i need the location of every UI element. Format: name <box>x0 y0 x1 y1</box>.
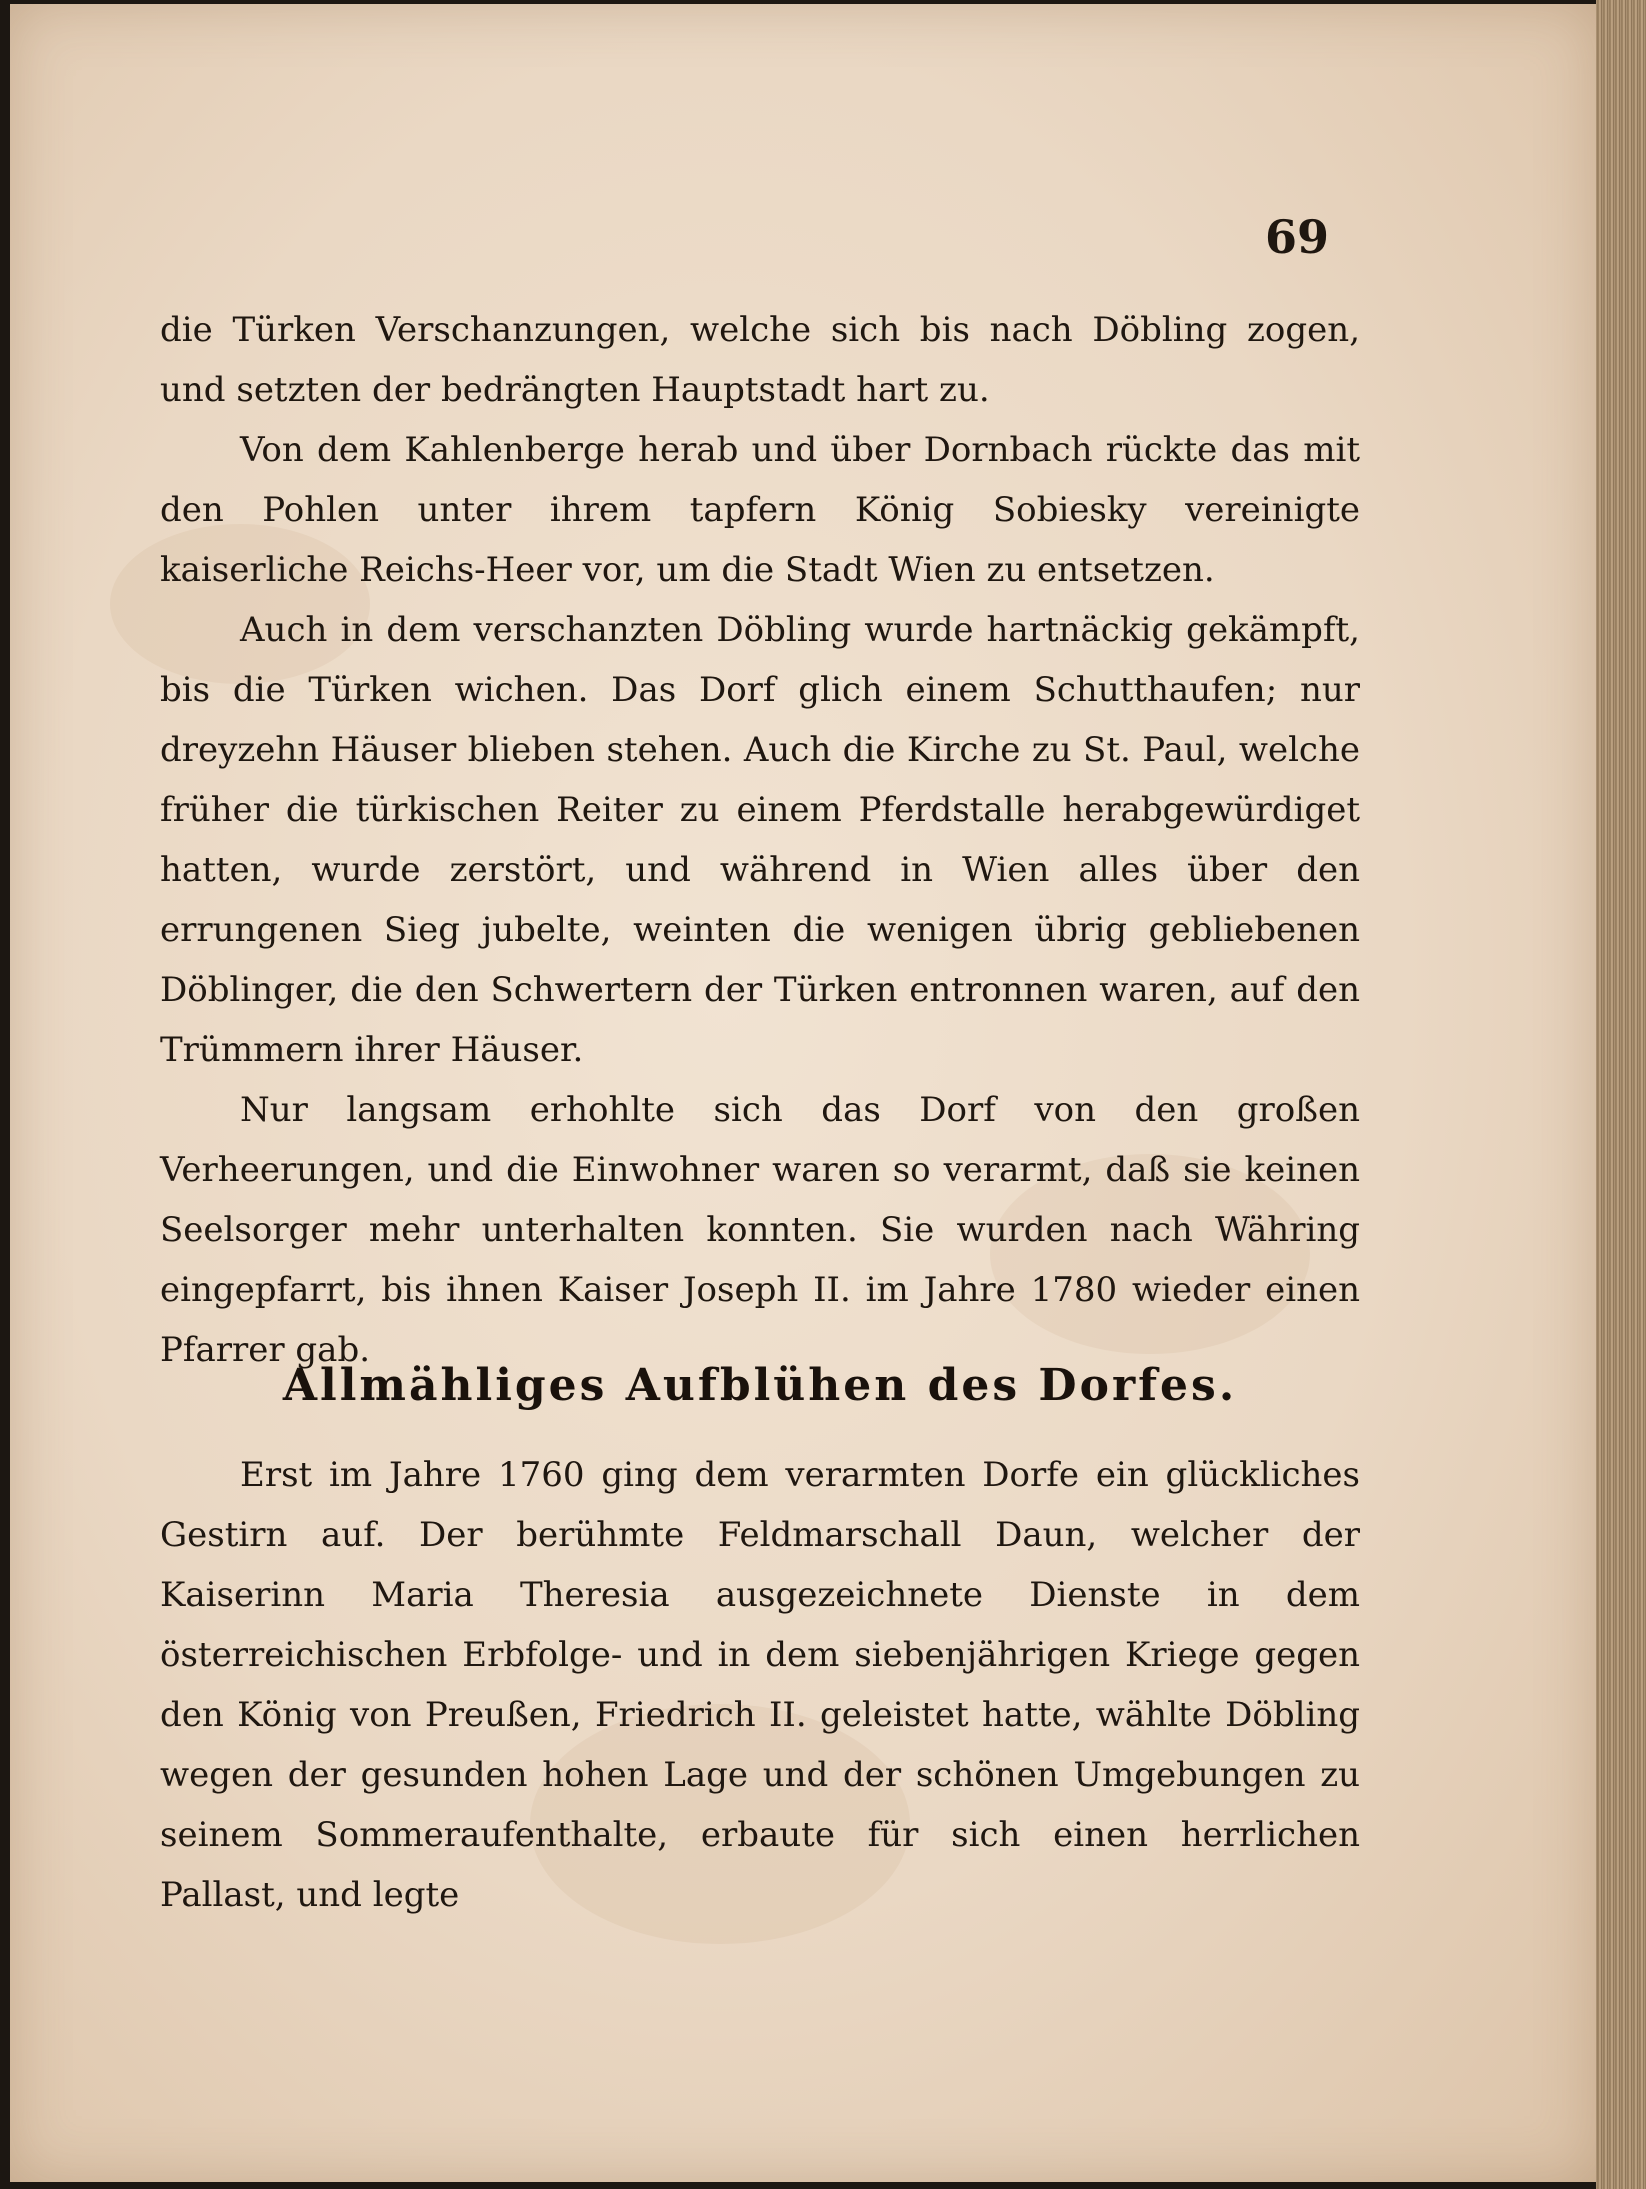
section-heading: Allmähliges Aufblühen des Dorfes. <box>282 1360 1238 1411</box>
body-text-lower <box>160 1445 1360 1925</box>
paragraph: Auch in dem verschanzten Döbling wurde hartnäckig gekämpft, bis die Türken wichen. Das Dorf glich einem Schutthaufen; nur dreyzehn Häuser blieben stehen. Auch die Kirche zu St. Paul, welche früher die türkischen Reiter zu einem Pferdstalle herabgewürdiget hatten, wurde zerstört, und während in Wien alles über den errungenen Sieg jubelte, weinten die wenigen übrig gebliebenen Döblinger, die den Schwertern der Türken entronnen waren, auf den Trümmern ihrer Häuser. <box>160 610 1360 1070</box>
body-text-upper <box>160 300 1360 1380</box>
paragraph: Nur langsam erhohlte sich das Dorf von den großen Verheerungen, und die Einwohner waren so verarmt, daß sie keinen Seelsorger mehr unterhalten konnten. Sie wurden nach Währing eingepfarrt, bis ihnen Kaiser Joseph II. im Jahre 1780 wieder einen Pfarrer gab. <box>160 1090 1360 1370</box>
paragraph: Erst im Jahre 1760 ging dem verarmten Dorfe ein glückliches Gestirn auf. Der berühmte Feldmarschall Daun, welcher der Kaiserinn Maria Theresia ausgezeichnete Dienste in dem österreichischen Erbfolge- und in dem siebenjährigen Kriege gegen den König von Preußen, Friedrich II. geleistet hatte, wählte Döbling wegen der gesunden hohen Lage und der schönen Umgebungen zu seinem Sommeraufenthalte, erbaute für sich einen herrlichen Pallast, und legte <box>160 1455 1360 1915</box>
paragraph-continuation: die Türken Verschanzungen, welche sich bis nach Döbling zogen, und setzten der bedrängten Hauptstadt hart zu. <box>160 310 1360 410</box>
book-fore-edge <box>1596 0 1646 2189</box>
paragraph: Von dem Kahlenberge herab und über Dornbach rückte das mit den Pohlen unter ihrem tapfern König Sobiesky vereinigte kaiserliche Reichs-Heer vor, um die Stadt Wien zu entsetzen. <box>160 430 1360 590</box>
page-number: 69 <box>1265 210 1330 264</box>
